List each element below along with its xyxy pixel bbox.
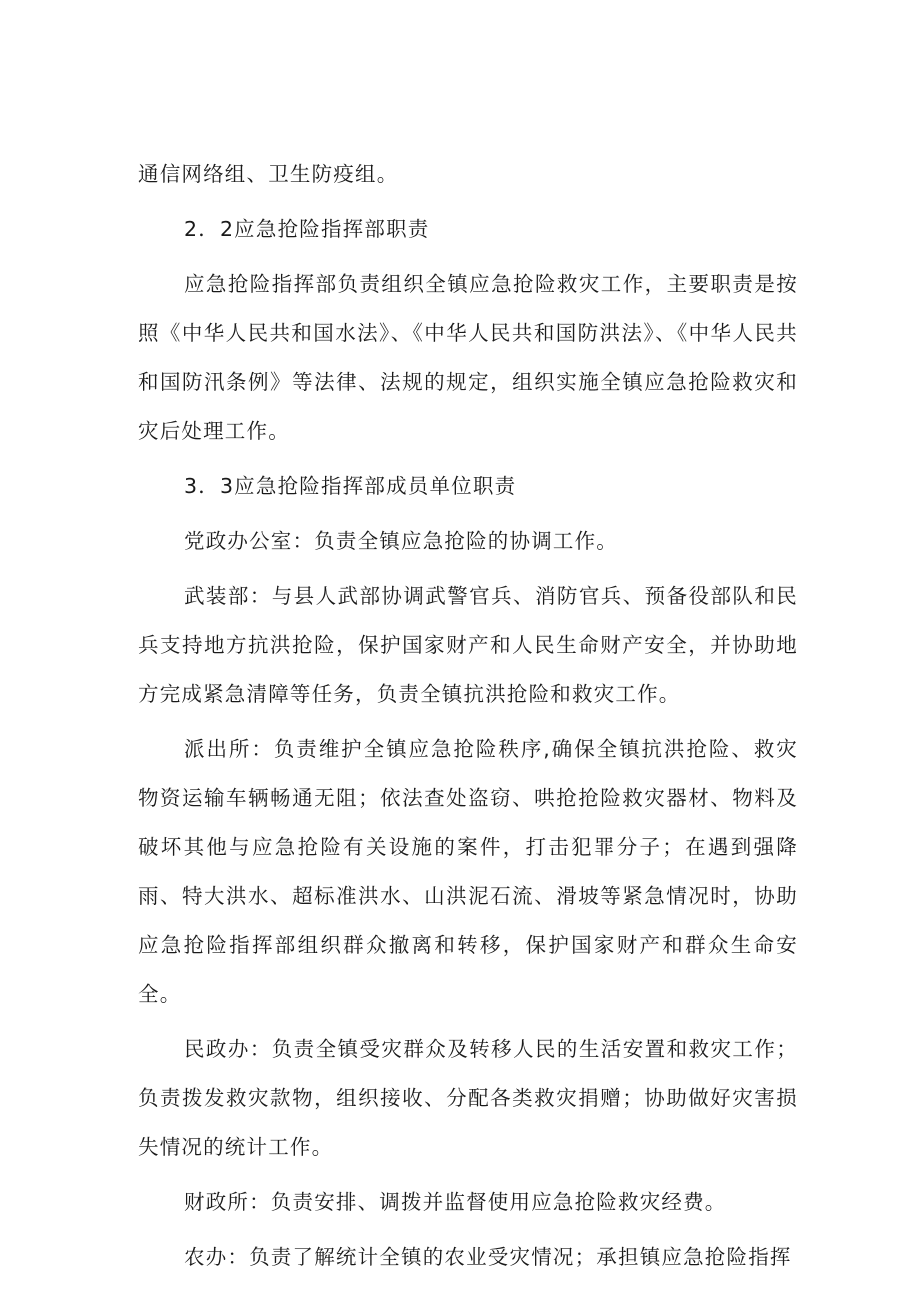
paragraph-finance: 财政所：负责安排、调拨并监督使用应急抢险救灾经费。 [184,1190,727,1214]
paragraph-command-duties: 应急抢险指挥部负责组织全镇应急抢险救灾工作，主要职责是按照《中华人民共和国水法》、《中华人民共和国防洪法》、《中华人民共和国防汛条例》等法律、法规的规定，组织实施全镇应急抢险救灾和灾后处理工作。 [138,272,798,443]
paragraph-armed-forces: 武装部：与县人武部协调武警官兵、消防官兵、预备役部队和民兵支持地方抗洪抢险，保护国家财产和人民生命财产安全，并协助地方完成紧急清障等任务，负责全镇抗洪抢险和救灾工作。 [138,584,798,706]
paragraph-police-station: 派出所：负责维护全镇应急抢险秩序,确保全镇抗洪抢险、救灾物资运输车辆畅通无阻；依法查处盗窃、哄抢抢险救灾器材、物料及破坏其他与应急抢险有关设施的案件，打击犯罪分子；在遇到强降雨、特大洪水、超标准洪水、山洪泥石流、滑坡等紧急情况时，协助应急抢险指挥部组织群众撤离和转移，保护国家财产和群众生命安全。 [138,737,798,1006]
paragraph-continuation: 通信网络组、卫生防疫组。 [138,162,399,186]
section-heading-3-3: 3．3应急抢险指挥部成员单位职责 [184,474,517,498]
paragraph-party-office: 党政办公室：负责全镇应急抢险的协调工作。 [184,529,618,553]
paragraph-civil-affairs: 民政办：负责全镇受灾群众及转移人民的生活安置和救灾工作；负责拨发救灾款物，组织接收、分配各类救灾捐赠；协助做好灾害损失情况的统计工作。 [138,1037,798,1159]
document-body [138,150,798,1282]
paragraph-agriculture: 农办：负责了解统计全镇的农业受灾情况；承担镇应急抢险指挥 [184,1245,792,1269]
section-heading-2-2: 2．2应急抢险指挥部职责 [184,217,430,241]
